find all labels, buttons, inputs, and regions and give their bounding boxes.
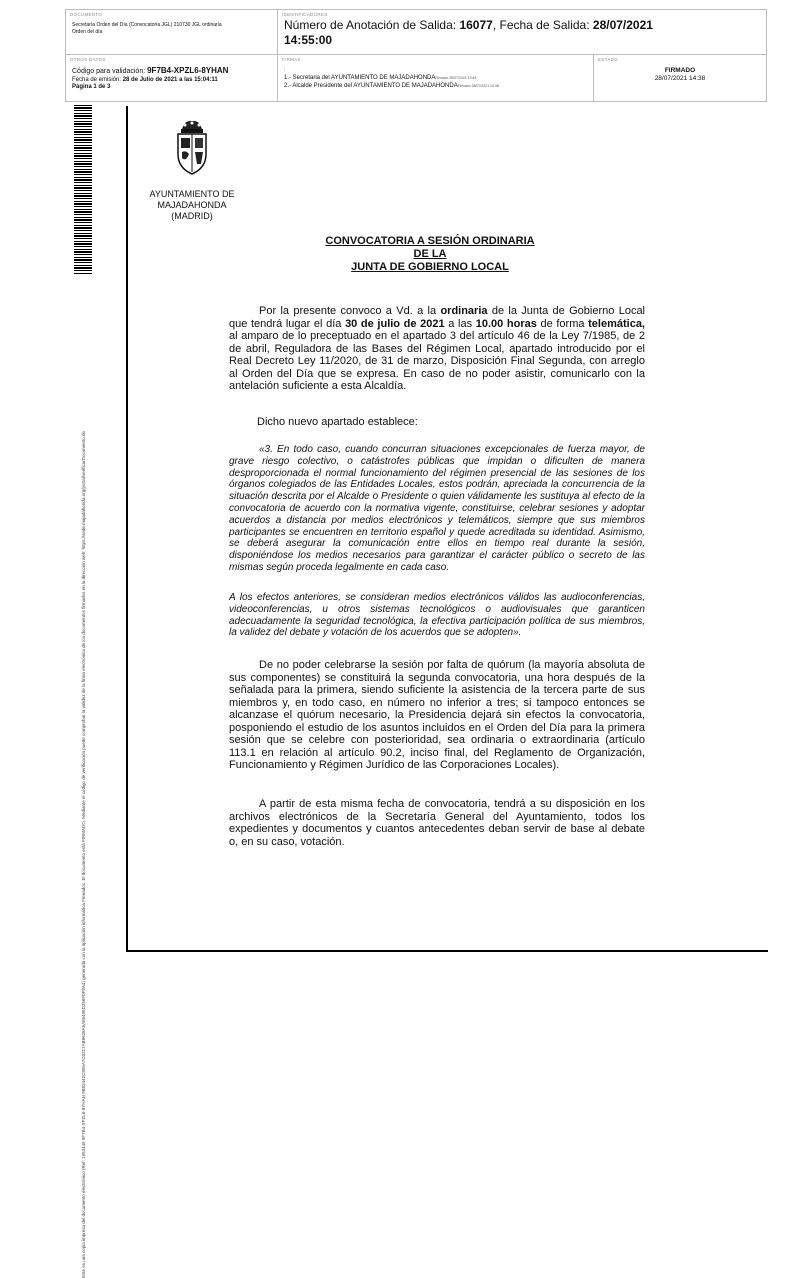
estado-label: ESTADO (598, 57, 618, 62)
firma-colon: : (284, 67, 286, 73)
codigo-line (72, 67, 228, 76)
estado-cell (594, 55, 766, 101)
estado-fecha: 28/07/2021 14:38 (654, 75, 706, 82)
title-line-1: CONVOCATORIA A SESIÓN ORDINARIA (325, 235, 535, 247)
emision-fecha: 28 de Julio de 2021 a las 15:04:11 (122, 77, 218, 83)
validation-strip (74, 105, 92, 1278)
firma-1 (284, 75, 476, 81)
title-line-3: JUNTA DE GOBIERNO LOCAL (351, 261, 509, 273)
codigo-prefix: Código para validación: (72, 68, 148, 75)
org-line-3: (MADRID) (171, 211, 213, 221)
quote-paragraph-1: «3. En todo caso, cuando concurran situaciones excepcionales de fuerza mayor, de grave riesgo colectivo, o catástrofes públicas que impidan o dificulten de manera desproporcionada el normal funcionamiento del régimen presencial de las sesiones de los órganos colegiados de las Entidades Locales, estos podrán, apreciada la concurrencia de la situación descrita por el Alcalde o Presidente o quien válidamente les sustituya al efecto de la convocatoria de acuerdo con la normativa vigente, constituirse, celebrar sesiones y adoptar acuerdos a distancia por medios electrónicos y telemáticos, siempre que sus miembros participantes se encuentren en territorio español y quede acreditada su identidad. Asimismo, se deberá asegurar la comunicación entre ellos en tiempo real durante la sesión, disponiéndose los medios necesarios para garantizar el carácter público o secreto de las mismas según proceda legalmente en cada caso. (229, 444, 645, 573)
verification-text: Este es una copia impresa del documento electrónico (Ref: 1953445 9F7B4-XPZL6-8YHAN 9B82442C855A7C0317AB8628A5A85496D256F0F9A4) generada con la aplicación informática Firmadoc. El documento está FIRMADO. Mediante el código de verificación puede comprobar la validez de la firma electrónica de los documentos firmados en la dirección web: https://sede.majadahonda.org/portal/verificarDocumento.do (81, 431, 86, 1278)
firma-1-text: 1.- Secretaria del AYUNTAMIENTO DE MAJADAHONDA (284, 75, 436, 81)
coat-of-arms-icon (172, 118, 212, 176)
p1-ordinaria: ordinaria (440, 305, 488, 317)
org-line-2: MAJADAHONDA (157, 200, 227, 210)
organization-name (140, 189, 244, 222)
barcode (74, 105, 92, 275)
identificadores-cell (278, 10, 766, 55)
documento-cell (66, 10, 278, 55)
otros-label: OTROS DATOS (70, 57, 106, 62)
salida-numero: 16077 (459, 18, 493, 32)
emision-prefix: Fecha de emisión: (72, 77, 123, 83)
document-title (290, 235, 570, 274)
salida-hora: 14:55:00 (284, 33, 333, 47)
p1-hora: 10.00 horas (475, 317, 537, 330)
p1-telematica: telemática, (588, 317, 645, 330)
p1-text-g: de forma (536, 317, 589, 330)
salida-fecha: 28/07/2021 (592, 18, 653, 32)
paragraph-convocatoria (229, 305, 645, 393)
identificadores-label: IDENTIFICADORES (282, 12, 328, 17)
salida-mid: , Fecha de Salida: (492, 18, 593, 32)
firmas-label: FIRMAS (282, 57, 301, 62)
quote-paragraph-2: A los efectos anteriores, se consideran medios electrónicos válidos las audioconferencias, videoconferencias, u otros sistemas tecnológicos o audiovisuales que garanticen adecuadamente la seguridad tecnológica, la efectiva participación política de sus miembros, la validez del debate y votación de los acuerdos que se adopten». (229, 592, 645, 639)
paragraph-quorum: De no poder celebrarse la sesión por falta de quórum (la mayoría absoluta de sus componentes) se constituirá la segunda convocatoria, una hora después de la señalada para la primera, siendo suficiente la asistencia de la tercera parte de sus miembros y, en todo caso, en número no inferior a tres; si tampoco entonces se alcanzase el quórum necesario, la Presidencia dejará sin efectos la convocatoria, posponiendo el estudio de los asuntos incluidos en el Orden del Día para la primera sesión que se celebre con posterioridad, sea ordinaria o extraordinaria (artículo 113.1 en relación al artículo 90.2, inciso final, del Reglamento de Organización, Funcionamiento y Régimen Jurídico de las Corporaciones Locales). (229, 659, 645, 771)
salida-prefix: Número de Anotación de Salida: (284, 18, 460, 32)
p1-fecha: 30 de julio de 2021 (345, 317, 445, 330)
document-header (65, 9, 767, 102)
p1-text-c: de la Junta de Gobierno Local que tendrá lugar el día (229, 305, 646, 330)
p1-text-a: Por la presente convoco a Vd. a la (259, 305, 441, 317)
pagina: Página 1 de 3 (72, 84, 111, 90)
firmas-cell (278, 55, 594, 101)
p1-text-e: a las (444, 317, 476, 330)
salida-info (284, 18, 704, 48)
emision-line (72, 76, 218, 84)
title-line-2: DE LA (413, 248, 447, 260)
paragraph-archivos: A partir de esta misma fecha de convocatoria, tendrá a su disposición en los archivos electrónicos de la Secretaría General del Ayuntamiento, todos los expedientes y documentos y cuantos antecedentes deban servir de base al debate o, en su caso, votación. (229, 798, 645, 848)
org-line-1: AYUNTAMIENTO DE (149, 189, 235, 199)
codigo-validacion: 9F7B4-XPZL6-8YHAN (147, 66, 229, 75)
otros-datos-cell (66, 55, 278, 101)
firma-2 (284, 83, 499, 89)
firma-2-text: 2.- Alcalde Presidente del AYUNTAMIENTO DE MAJADAHONDA (284, 83, 458, 89)
paragraph-apartado: Dicho nuevo apartado establece: (257, 416, 418, 428)
firma-2-date: Firmado 28/07/2021 14:38 (457, 84, 499, 88)
documento-text: Secretaría Orden del Día (Convocatoria JGL) 210730 JGL ordinaria Orden del día (72, 22, 222, 35)
documento-label: DOCUMENTO (70, 12, 103, 17)
firma-1-date: Firmado 28/07/2021 13:48 (435, 76, 477, 80)
estado-value: FIRMADO (664, 67, 696, 74)
p1-text-i: al amparo de lo preceptuado en el apartado 3 del artículo 46 de la Ley 7/1985, de 2 de abril, Reguladora de las Bases del Régimen Local, apartado introducido por el Real Decreto Ley 11/2020, de 31 de marzo, Disposición Final Segunda, con arreglo al Orden del Día que se expresa. En caso de no poder asistir, comunicarlo con la antelación suficiente a esta Alcaldía. (229, 330, 645, 392)
